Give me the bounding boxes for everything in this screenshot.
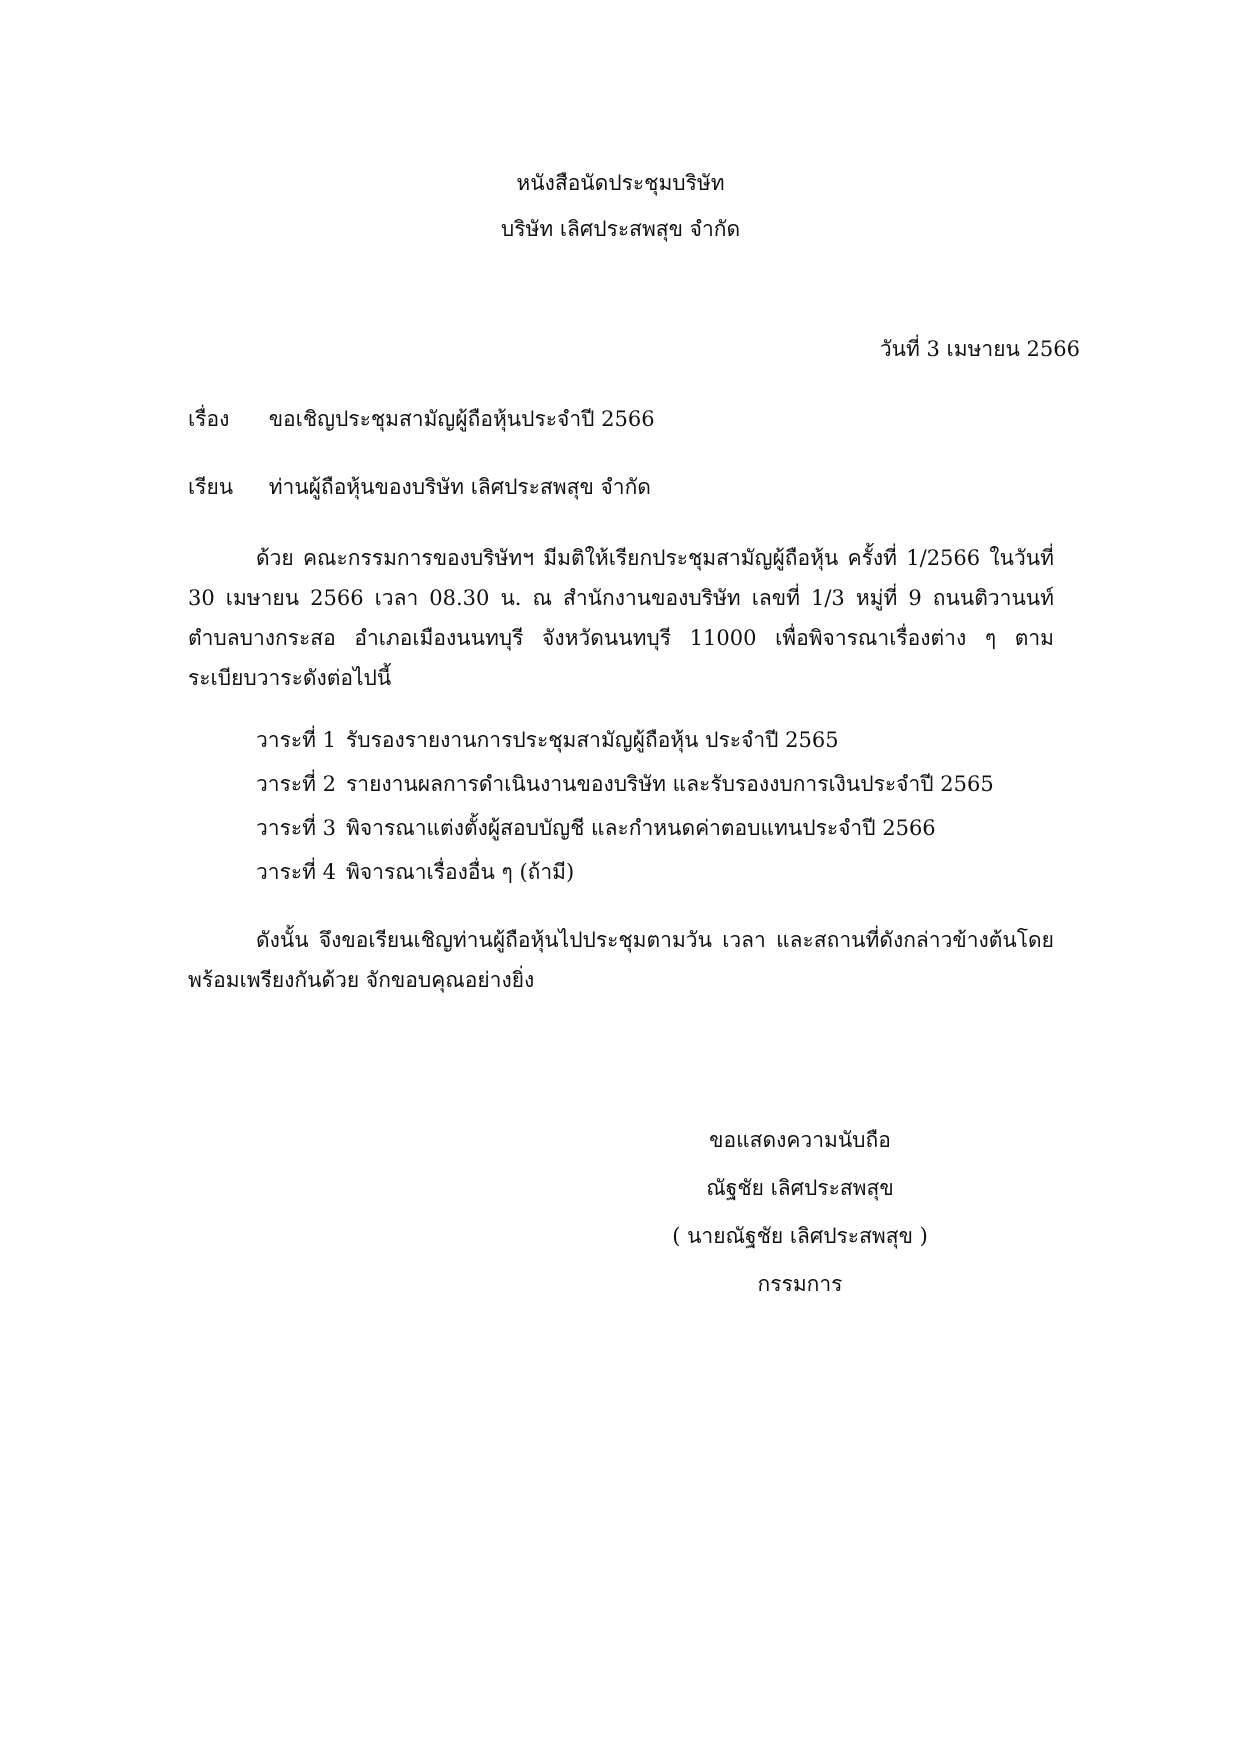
agenda-item xyxy=(256,850,994,894)
agenda-number: วาระที่ 1 xyxy=(256,728,337,752)
signed-name: ณัฐชัย เลิศประสพสุข xyxy=(706,1176,894,1200)
printed-name: ( นายณัฐชัย เลิศประสพสุข ) xyxy=(672,1224,928,1248)
agenda-item xyxy=(256,762,994,806)
signer-position: กรรมการ xyxy=(757,1272,843,1296)
salutation-row xyxy=(188,474,651,500)
closing-text: ขอแสดงความนับถือ xyxy=(709,1128,891,1152)
letter-title: หนังสือนัดประชุมบริษัท xyxy=(516,171,725,195)
agenda-list xyxy=(256,718,994,894)
subject-text: ขอเชิญประชุมสามัญผู้ถือหุ้นประจำปี 2566 xyxy=(268,407,655,431)
subject-label: เรื่อง xyxy=(188,407,230,431)
salutation-label: เรียน xyxy=(188,475,234,499)
body-paragraph-1: ด้วย คณะกรรมการของบริษัทฯ มีมติให้เรียกประชุมสามัญผู้ถือหุ้น ครั้งที่ 1/2566 ในวันที่ 30 เมษายน 2566 เวลา 08.30 น. ณ สำนักงานของบริษัท เลขที่ 1/3 หมู่ที่ 9 ถนนติวานนท์ ตำบลบางกระสอ อำเภอเมืองนนทบุรี จังหวัดนนทบุรี 11000 เพื่อพิจารณาเรื่องต่าง ๆ ตามระเบียบวาระดังต่อไปนี้ xyxy=(188,546,1054,690)
agenda-text: รายงานผลการดำเนินงานของบริษัท และรับรองงบการเงินประจำปี 2565 xyxy=(346,772,994,796)
agenda-number: วาระที่ 3 xyxy=(256,816,337,840)
agenda-number: วาระที่ 2 xyxy=(256,772,337,796)
agenda-text: พิจารณาเรื่องอื่น ๆ (ถ้ามี) xyxy=(346,860,575,884)
company-name: บริษัท เลิศประสพสุข จำกัด xyxy=(500,217,741,241)
agenda-number: วาระที่ 4 xyxy=(256,860,337,884)
subject-row xyxy=(188,406,655,432)
body-paragraph-2: ดังนั้น จึงขอเรียนเชิญท่านผู้ถือหุ้นไปประชุมตามวัน เวลา และสถานที่ดังกล่าวข้างต้นโดยพร้อมเพรียงกันด้วย จักขอบคุณอย่างยิ่ง xyxy=(188,928,1054,992)
salutation-text: ท่านผู้ถือหุ้นของบริษัท เลิศประสพสุข จำกัด xyxy=(268,475,651,499)
agenda-text: รับรองรายงานการประชุมสามัญผู้ถือหุ้น ประจำปี 2565 xyxy=(346,728,839,752)
agenda-text: พิจารณาแต่งตั้งผู้สอบบัญชี และกำหนดค่าตอบแทนประจำปี 2566 xyxy=(346,816,936,840)
signature-block xyxy=(600,1116,1000,1308)
agenda-item xyxy=(256,718,994,762)
letter-date: วันที่ 3 เมษายน 2566 xyxy=(879,337,1080,361)
agenda-item xyxy=(256,806,994,850)
letter-header xyxy=(0,160,1241,252)
